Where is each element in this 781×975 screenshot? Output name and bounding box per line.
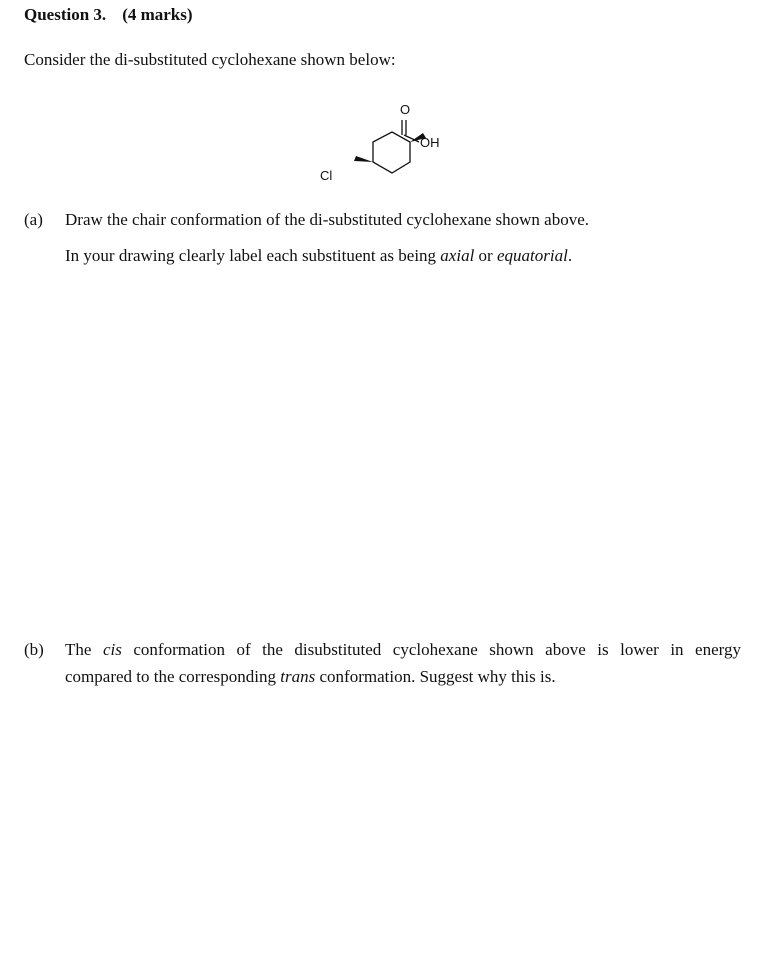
question-intro: Consider the di-substituted cyclohexane shown below: [24, 50, 396, 69]
equatorial-term: equatorial [496, 246, 568, 265]
part-a-line-2 [65, 246, 572, 266]
chlorine-label: Cl [320, 168, 333, 183]
part-b-line-1-prefix: The [65, 640, 103, 659]
trans-term: trans [280, 667, 316, 686]
oxygen-label: O [400, 102, 411, 117]
part-b-line-2-rest: conformation. Suggest why this is. [315, 667, 556, 686]
part-a-line-2-end: . [567, 246, 573, 265]
part-b-line-2 [65, 667, 556, 687]
part-b-line-1-rest: conformation of the disubstituted cyclohexane shown above is lower in energy [133, 640, 742, 659]
part-a-label: (a) [24, 210, 43, 229]
cyclohexane-ring [373, 132, 410, 173]
part-a-line-2-prefix: In your drawing clearly label each substituent as being [65, 246, 441, 265]
question-marks: (4 marks) [122, 5, 193, 24]
part-a-line-1: Draw the chair conformation of the di-substituted cyclohexane shown above. [65, 210, 590, 229]
question-header [24, 5, 193, 25]
part-b-line-1 [65, 640, 741, 660]
axial-term: axial [440, 246, 475, 265]
hydroxyl-label: OH [420, 135, 440, 150]
cyclohexane-structure [300, 95, 470, 190]
cis-term: cis [102, 640, 122, 659]
chlorine-wedge-bond [354, 156, 373, 162]
part-a-line-2-mid: or [474, 246, 497, 265]
part-b-line-2-prefix: compared to the corresponding [65, 667, 281, 686]
part-b-label: (b) [24, 640, 44, 659]
question-number: Question 3. [24, 5, 107, 24]
